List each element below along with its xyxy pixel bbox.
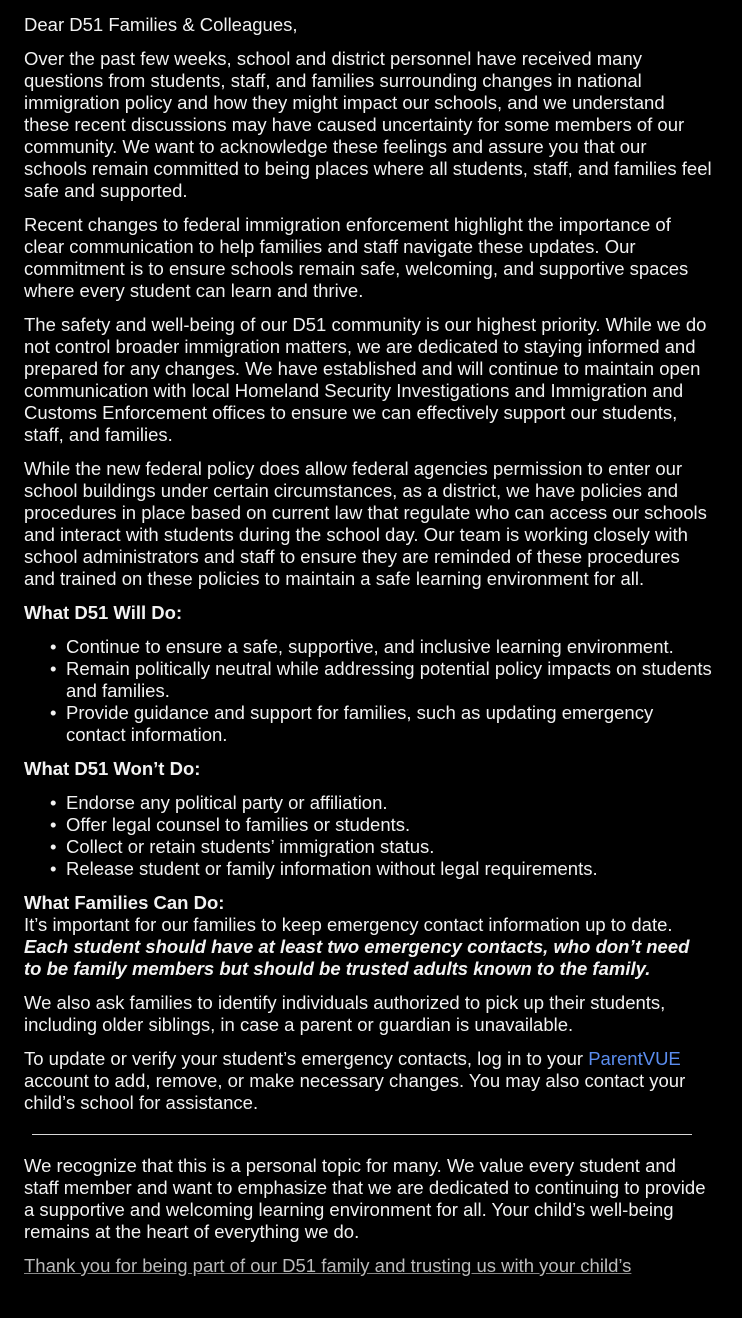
list-item: • Endorse any political party or affiliation. <box>66 792 712 814</box>
list-item: • Remain politically neutral while addressing potential policy impacts on students and families. <box>66 658 712 702</box>
will-do-heading: What D51 Will Do: <box>24 602 183 623</box>
update-text-before: To update or verify your student’s emergency contacts, log in to your <box>24 1048 589 1069</box>
paragraph-federal-changes: Recent changes to federal immigration enforcement highlight the importance of clear communication to help families and staff navigate these updates. Our commitment is to ensure schools remain safe, welcoming, and supportive spaces where every student can learn and thrive. <box>24 214 689 301</box>
list-item: • Release student or family information without legal requirements. <box>66 858 712 880</box>
paragraph-closing: We recognize that this is a personal topic for many. We value every student and staff member and want to emphasize that we are dedicated to continuing to provide a supportive and welcoming learning environment for all. Your child’s well-being remains at the heart of everything we do. <box>24 1155 706 1242</box>
will-do-list <box>24 636 712 746</box>
greeting: Dear D51 Families & Colleagues, <box>24 14 298 35</box>
list-item: • Continue to ensure a safe, supportive, and inclusive learning environment. <box>66 636 712 658</box>
update-text-after: account to add, remove, or make necessary changes. You may also contact your child’s school for assistance. <box>24 1070 686 1113</box>
list-item: • Offer legal counsel to families or students. <box>66 814 712 836</box>
families-emphasis: Each student should have at least two emergency contacts, who don’t need to be family members but should be trusted adults known to the family. <box>24 936 690 979</box>
paragraph-thanks: Thank you for being part of our D51 family and trusting us with your child’s <box>24 1255 632 1276</box>
paragraph-families <box>24 914 712 980</box>
paragraph-pickup: We also ask families to identify individuals authorized to pick up their students, including older siblings, in case a parent or guardian is unavailable. <box>24 992 666 1035</box>
parentvue-link[interactable]: ParentVUE <box>588 1048 681 1069</box>
paragraph-policy: While the new federal policy does allow federal agencies permission to enter our school buildings under certain circumstances, as a district, we have policies and procedures in place based on current law that regulate who can access our schools and interact with students during the school day. Our team is working closely with school administrators and staff to ensure they are reminded of these procedures and trained on these policies to maintain a safe learning environment for all. <box>24 458 707 589</box>
wont-do-list <box>24 792 712 880</box>
list-item: • Collect or retain students’ immigration status. <box>66 836 712 858</box>
wont-do-heading: What D51 Won’t Do: <box>24 758 201 779</box>
paragraph-update-contacts <box>24 1048 712 1114</box>
divider <box>32 1134 692 1135</box>
families-heading: What Families Can Do: <box>24 892 225 913</box>
paragraph-intro: Over the past few weeks, school and district personnel have received many questions from students, staff, and families surrounding changes in national immigration policy and how they might impact our schools, and we understand these recent discussions may have caused uncertainty for some members of our community. We want to acknowledge these feelings and assure you that our schools remain committed to being places where all students, staff, and families feel safe and supported. <box>24 48 712 201</box>
paragraph-safety: The safety and well-being of our D51 community is our highest priority. While we do not control broader immigration matters, we are dedicated to staying informed and prepared for any changes. We have established and will continue to maintain open communication with local Homeland Security Investigations and Immigration and Customs Enforcement offices to ensure we can effectively support our students, staff, and families. <box>24 314 707 445</box>
families-text: It’s important for our families to keep emergency contact information up to date. <box>24 914 673 935</box>
list-item: • Provide guidance and support for families, such as updating emergency contact information. <box>66 702 712 746</box>
